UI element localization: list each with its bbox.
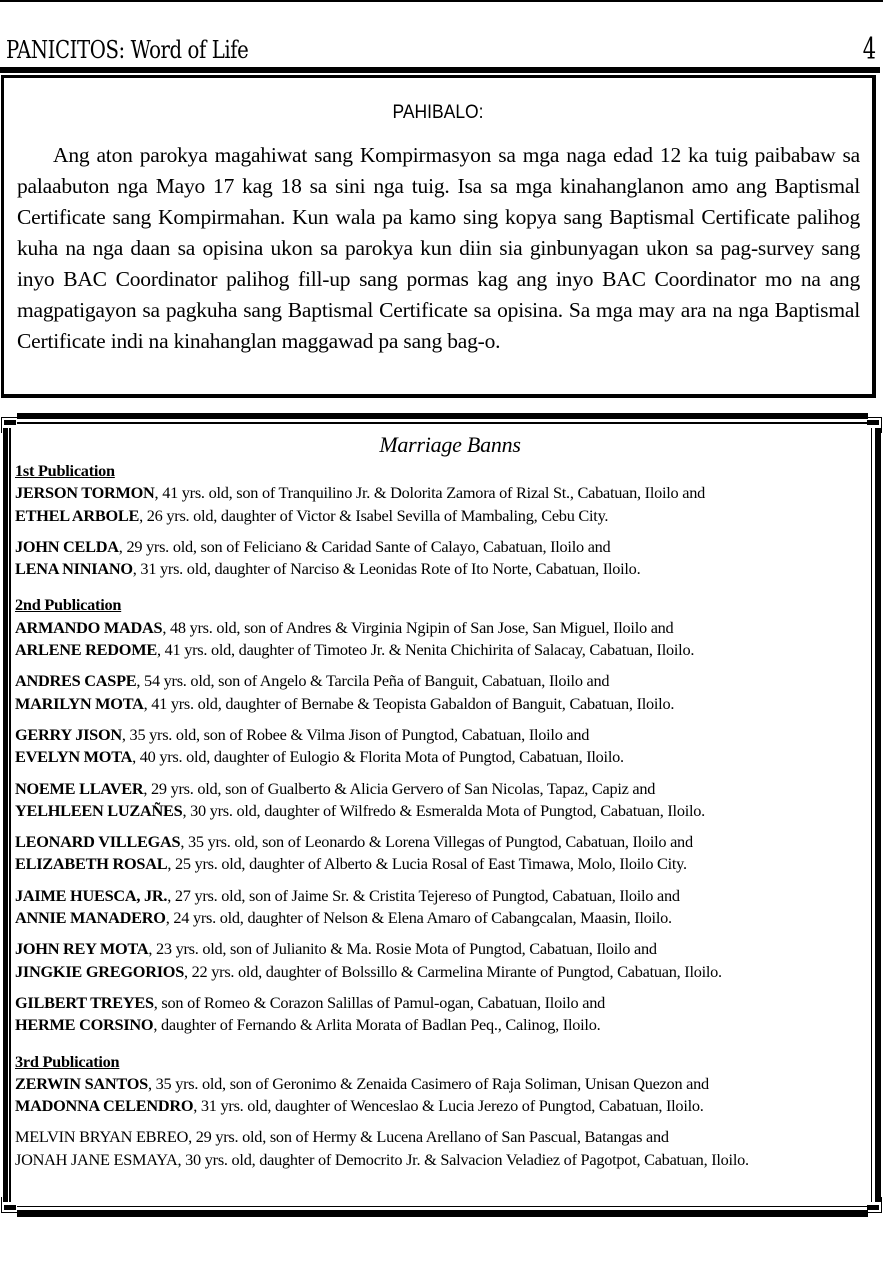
groom-line	[15, 1073, 865, 1095]
groom-line	[15, 1126, 865, 1148]
bride-details: , 22 yrs. old, daughter of Bolssillo & Carmelina Mirante of Pungtod, Cabatuan, Iloilo.	[184, 961, 722, 981]
groom-line	[15, 885, 865, 907]
bride-name: JINGKIE GREGORIOS	[15, 961, 185, 981]
publication-section	[15, 460, 865, 580]
bride-line	[15, 639, 865, 661]
bride-line	[15, 1014, 865, 1036]
bride-name: JONAH JANE ESMAYA	[15, 1149, 178, 1169]
groom-name: ZERWIN SANTOS	[15, 1073, 148, 1093]
groom-line	[15, 670, 865, 692]
bride-name: EVELYN MOTA	[15, 747, 133, 767]
groom-details: , 29 yrs. old, son of Hermy & Lucena Arellano of San Pascual, Batangas and	[188, 1127, 669, 1147]
bride-name: ARLENE REDOME	[15, 640, 157, 660]
groom-line	[15, 482, 865, 504]
couple-entry	[15, 482, 865, 527]
couple-entry	[15, 536, 865, 581]
newsletter-title: PANICITOS: Word of Life	[6, 36, 249, 64]
corner-ornament-bottom-right	[866, 1197, 882, 1213]
groom-details: , 54 yrs. old, son of Angelo & Tarcila Peña of Banguit, Cabatuan, Iloilo and	[136, 671, 610, 691]
border-top-thick	[17, 413, 868, 419]
groom-name: ANDRES CASPE	[15, 671, 137, 691]
publication-sections	[15, 460, 865, 1171]
publication-heading: 1st Publication	[15, 461, 115, 480]
couple-entry	[15, 617, 865, 662]
marriage-banns-box	[0, 410, 883, 1220]
groom-details: , 48 yrs. old, son of Andres & Virginia Ngipin of San Jose, San Miguel, Iloilo and	[162, 617, 674, 637]
groom-details: , son of Romeo & Corazon Salillas of Pamul-ogan, Cabatuan, Iloilo and	[153, 992, 605, 1012]
groom-name: LEONARD VILLEGAS	[15, 832, 181, 852]
publication-heading: 2nd Publication	[15, 595, 122, 615]
bride-line	[15, 693, 865, 715]
groom-details: , 23 yrs. old, son of Julianito & Ma. Rosie Mota of Pungtod, Cabatuan, Iloilo and	[148, 939, 657, 959]
border-top-thin	[17, 422, 868, 424]
bride-details: , 26 yrs. old, daughter of Victor & Isabel Sevilla of Mambaling, Cebu City.	[139, 505, 609, 525]
banns-title: Marriage Banns	[379, 432, 521, 457]
publication-heading: 3rd Publication	[15, 1051, 120, 1071]
bride-details: , 30 yrs. old, daughter of Wilfredo & Esmeralda Mota of Pungtod, Cabatuan, Iloilo.	[182, 800, 705, 820]
page-header	[6, 32, 878, 68]
border-left-thin	[9, 428, 11, 1202]
groom-name: JAIME HUESCA, JR.	[15, 885, 168, 905]
bride-details: , 25 yrs. old, daughter of Alberto & Lucia Rosal of East Timawa, Molo, Iloilo City.	[167, 854, 687, 874]
bride-details: , 24 yrs. old, daughter of Nelson & Elena Amaro of Cabangcalan, Maasin, Iloilo.	[165, 908, 672, 928]
bride-name: LENA NINIANO	[15, 559, 133, 579]
banns-content	[15, 430, 865, 1180]
couple-entry	[15, 1126, 865, 1171]
groom-name: JERSON TORMON	[15, 483, 155, 503]
bride-name: MADONNA CELENDRO	[15, 1096, 194, 1116]
couple-entry	[15, 992, 865, 1037]
border-bottom-thin	[17, 1206, 868, 1208]
groom-line	[15, 536, 865, 558]
bride-details: , 31 yrs. old, daughter of Narciso & Leonidas Rote of Ito Norte, Cabatuan, Iloilo.	[132, 559, 641, 579]
couple-entry	[15, 831, 865, 876]
groom-name: JOHN REY MOTA	[15, 939, 149, 959]
bride-line	[15, 558, 865, 580]
groom-line	[15, 617, 865, 639]
bride-line	[15, 853, 865, 875]
couple-entry	[15, 1073, 865, 1118]
bride-line	[15, 1149, 865, 1171]
corner-ornament-top-right	[866, 417, 882, 433]
groom-details: , 35 yrs. old, son of Robee & Vilma Jison of Pungtod, Cabatuan, Iloilo and	[121, 724, 590, 744]
groom-name: MELVIN BRYAN EBREO	[15, 1127, 189, 1147]
bride-line	[15, 1095, 865, 1117]
groom-line	[15, 938, 865, 960]
border-bottom-thick	[17, 1210, 868, 1217]
border-right-thick	[875, 428, 881, 1202]
bride-line	[15, 746, 865, 768]
groom-line	[15, 992, 865, 1014]
bride-name: ETHEL ARBOLE	[15, 505, 140, 525]
groom-details: , 29 yrs. old, son of Gualberto & Alicia Gervero of San Nicolas, Tapaz, Capiz and	[143, 778, 656, 798]
border-left-thick	[3, 428, 8, 1202]
groom-line	[15, 831, 865, 853]
couple-entry	[15, 938, 865, 983]
groom-name: GERRY JISON	[15, 724, 122, 744]
bride-details: , 41 yrs. old, daughter of Timoteo Jr. & Nenita Chichirita of Salacay, Cabatuan, Iloilo.	[156, 640, 695, 660]
bride-details: , 31 yrs. old, daughter of Wenceslao & Lucia Jerezo of Pungtod, Cabatuan, Iloilo.	[193, 1096, 704, 1116]
bride-name: MARILYN MOTA	[15, 693, 144, 713]
top-rule	[0, 0, 883, 2]
notice-box	[1, 75, 876, 398]
groom-details: , 41 yrs. old, son of Tranquilino Jr. & Dolorita Zamora of Rizal St., Cabatuan, Iloilo and	[154, 483, 705, 503]
bride-details: , daughter of Fernando & Arlita Morata of Badlan Peq., Calinog, Iloilo.	[153, 1015, 601, 1035]
couple-entry	[15, 778, 865, 823]
page-number: 4	[862, 32, 876, 67]
groom-line	[15, 724, 865, 746]
couple-entry	[15, 724, 865, 769]
couple-entry	[15, 885, 865, 930]
bride-name: ELIZABETH ROSAL	[15, 854, 168, 874]
bride-name: HERME CORSINO	[15, 1015, 154, 1035]
publication-section	[15, 594, 865, 1036]
bride-line	[15, 505, 865, 527]
groom-name: JOHN CELDA	[15, 536, 119, 556]
bride-details: , 40 yrs. old, daughter of Eulogio & Florita Mota of Pungtod, Cabatuan, Iloilo.	[132, 747, 624, 767]
border-right-thin	[871, 428, 873, 1202]
couple-entry	[15, 670, 865, 715]
groom-name: ARMANDO MADAS	[15, 617, 163, 637]
groom-name: NOEME LLAVER	[15, 778, 144, 798]
corner-ornament-bottom-left	[1, 1197, 17, 1213]
bride-line	[15, 907, 865, 929]
bride-name: YELHLEEN LUZAÑES	[15, 800, 183, 820]
publication-section	[15, 1051, 865, 1171]
bride-details: , 41 yrs. old, daughter of Bernabe & Teopista Gabaldon of Banguit, Cabatuan, Iloilo.	[143, 693, 675, 713]
groom-details: , 29 yrs. old, son of Feliciano & Caridad Sante of Calayo, Cabatuan, Iloilo and	[118, 536, 611, 556]
notice-body: Ang aton parokya magahiwat sang Kompirmasyon sa mga naga edad 12 ka tuig paibabaw sa palaabuton nga Mayo 17 kag 18 sa sini nga tuig. Isa sa mga kinahanglanon amo ang Baptismal Certificate sang Kompirmahan. Kun wala pa kamo sing kopya sang Baptismal Certificate palihog kuha na nga daan sa opisina ukon sa parokya kun diin sia ginbunyagan ukon sa pag-survey sang inyo BAC Coordinator palihog fill-up sang pormas kag ang inyo BAC Coordinator mo na ang magpatigayon sa pagkuha sang Baptismal Certificate sa opisina. Sa mga may ara na nga Baptismal Certificate indi na kinahanglan maggawad pa sang bag-o.	[17, 143, 860, 353]
bride-line	[15, 800, 865, 822]
bride-name: ANNIE MANADERO	[15, 908, 166, 928]
groom-details: , 27 yrs. old, son of Jaime Sr. & Cristita Tejereso of Pungtod, Cabatuan, Iloilo and	[167, 885, 680, 905]
groom-details: , 35 yrs. old, son of Geronimo & Zenaida Casimero of Raja Soliman, Unisan Quezon and	[147, 1073, 709, 1093]
header-divider	[0, 67, 880, 73]
groom-line	[15, 778, 865, 800]
groom-name: GILBERT TREYES	[15, 992, 154, 1012]
groom-details: , 35 yrs. old, son of Leonardo & Lorena Villegas of Pungtod, Cabatuan, Iloilo and	[180, 832, 693, 852]
bride-line	[15, 961, 865, 983]
bride-details: , 30 yrs. old, daughter of Democrito Jr. & Salvacion Veladiez of Pagotpot, Cabatuan, Iloilo.	[177, 1149, 749, 1169]
notice-title: PAHIBALO:	[392, 102, 484, 123]
